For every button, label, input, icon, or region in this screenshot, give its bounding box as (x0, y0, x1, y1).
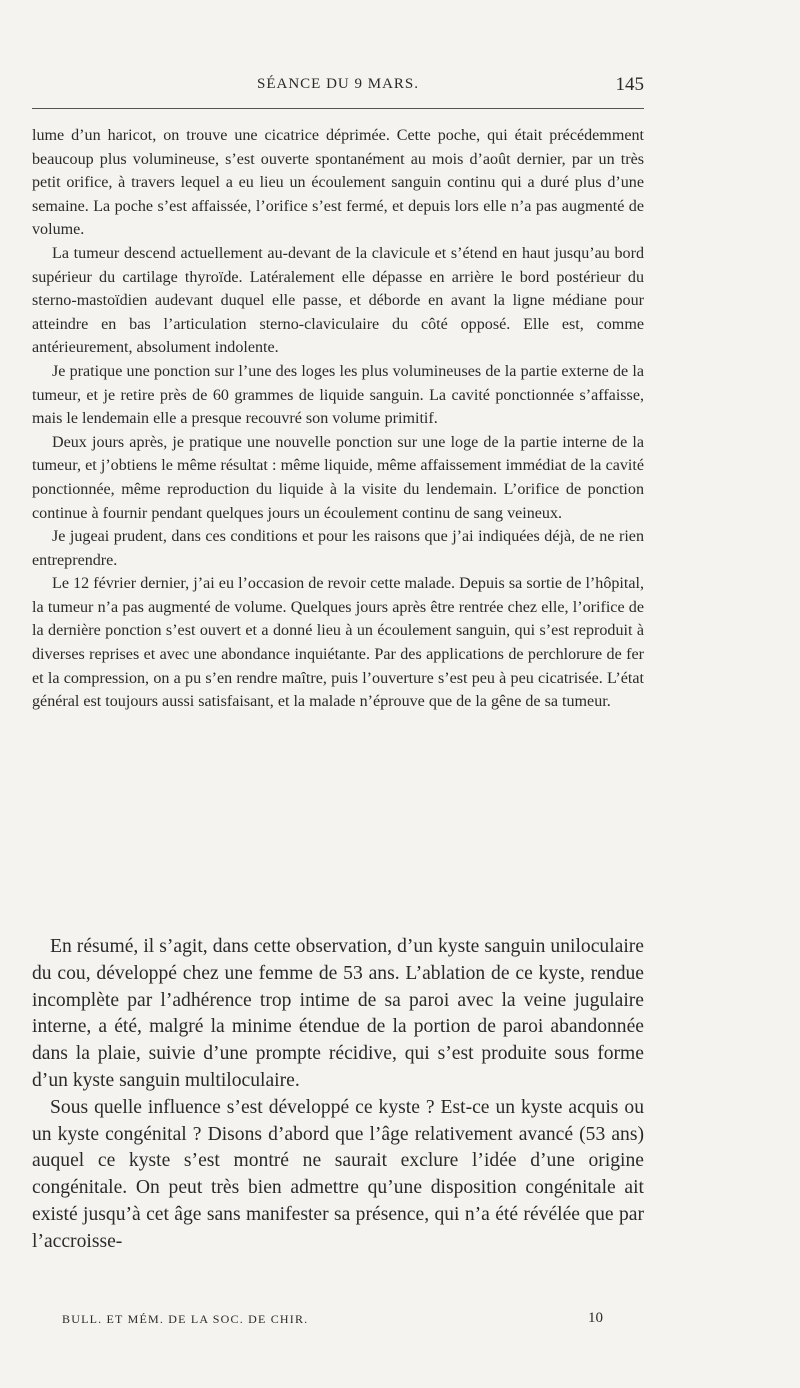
signature-number: 10 (588, 1310, 603, 1326)
signature-label: BULL. ET MÉM. DE LA SOC. DE CHIR. (62, 1312, 309, 1326)
observation-text (32, 124, 644, 714)
paragraph: Deux jours après, je pratique une nouvelle ponction sur une loge de la partie interne de la tumeur, et j’obtiens le même résultat : même liquide, même affaissement immédiat de la cavité ponctionnée, même reproduction du liquide à la visite du lendemain. L’orifice de ponction continue à fournir pendant quelques jours un écoulement continu de sang veineux. (32, 433, 644, 522)
running-title: SÉANCE DU 9 MARS. (256, 76, 420, 92)
signature-line (32, 1310, 644, 1332)
paragraph: Je pratique une ponction sur l’une des loges les plus volumineuses de la partie externe de la tumeur, et je retire près de 60 grammes de liquide sanguin. La cavité ponctionnée s’affaisse, mais le lendemain elle a presque recouvré son volume primitif. (32, 362, 644, 428)
paragraph: lume d’un haricot, on trouve une cicatrice déprimée. Cette poche, qui était précédemment beaucoup plus volumineuse, s’est ouverte spontanément au mois d’août dernier, par un très petit orifice, à travers lequel a eu lieu un écoulement sanguin continu qui a duré plus d’une semaine. La poche s’est affaissée, l’orifice s’est fermé, et depuis lors elle n’a pas augmenté de volume. (32, 127, 644, 239)
paragraph: Le 12 février dernier, j’ai eu l’occasion de revoir cette malade. Depuis sa sortie de l’hôpital, la tumeur n’a pas augmenté de volume. Quelques jours après être rentrée chez elle, l’orifice de la dernière ponction s’est ouvert et a donné lieu à un écoulement sanguin, qui s’est reproduit à diverses reprises et avec une abondance inquiétante. Par des applications de perchlorure de fer et la compression, on a pu s’en rendre maître, puis l’ouverture s’est peu à peu cicatrisée. L’état général est toujours aussi satisfaisant, et la malade n’éprouve que de la gêne de sa tumeur. (32, 575, 644, 711)
header-rule (32, 108, 644, 109)
paragraph: En résumé, il s’agit, dans cette observation, d’un kyste sanguin uniloculaire du cou, développé chez une femme de 53 ans. L’ablation de ce kyste, rendue incomplète par l’adhérence trop intime de sa paroi avec la veine jugulaire interne, a été, malgré la minime étendue de la portion de paroi abandonnée dans la plaie, suivie d’une prompte récidive, qui s’est produite sous forme d’un kyste sanguin multiloculaire. (32, 936, 644, 1091)
page-number: 145 (615, 74, 644, 95)
paragraph: La tumeur descend actuellement au-devant de la clavicule et s’étend en haut jusqu’au bord supérieur du cartilage thyroïde. Latéralement elle dépasse en arrière le bord postérieur du sterno-mastoïdien audevant duquel elle passe, et déborde en avant la ligne médiane pour atteindre en bas l’articulation sterno-claviculaire du côté opposé. Elle est, comme antérieurement, absolument indolente. (32, 244, 644, 357)
running-head (32, 74, 644, 98)
paragraph: Sous quelle influence s’est développé ce kyste ? Est-ce un kyste acquis ou un kyste congénital ? Disons d’abord que l’âge relativement avancé (53 ans) auquel ce kyste s’est montré ne saurait exclure l’idée d’une origine congénitale. On peut très bien admettre qu’une disposition congénitale ait existé jusqu’à cet âge sans manifester sa présence, qui n’a été révélée que par l’accroisse- (32, 1096, 644, 1252)
discussion-text (32, 934, 644, 1256)
paragraph: Je jugeai prudent, dans ces conditions et pour les raisons que j’ai indiquées déjà, de ne rien entreprendre. (32, 528, 644, 569)
